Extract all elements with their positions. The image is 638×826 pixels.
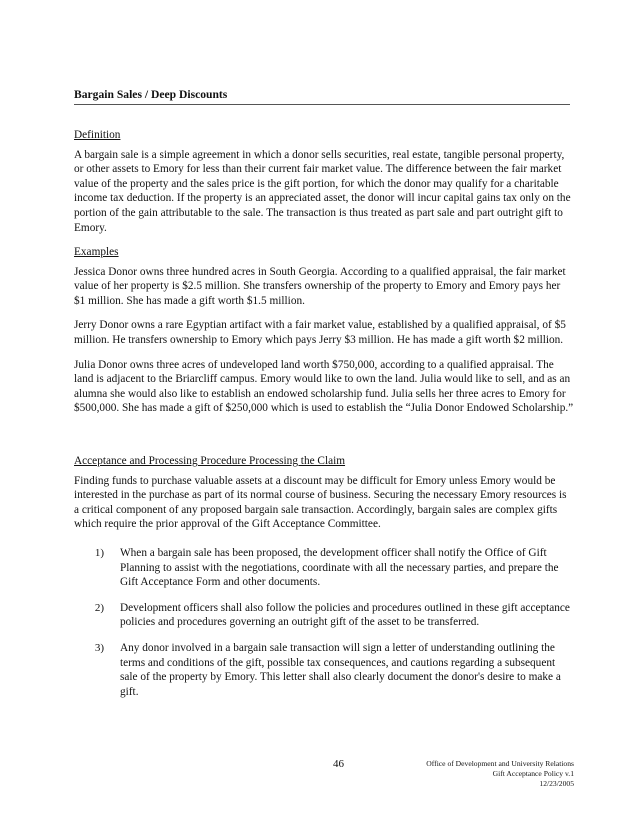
list-item-number: 2) [94,601,104,614]
list-item [74,641,574,699]
procedure-list [74,546,574,699]
footer-info [380,759,574,789]
example-paragraph: Jessica Donor owns three hundred acres in South Georgia. According to a qualified appraisal, the fair market value of her property is $2.5 million. She transfers ownership of the property to Emory and Emory pays her $1 million. She has made a gift worth $1.5 million. [74,265,566,307]
examples-heading: Examples [74,246,119,258]
definition-text: A bargain sale is a simple agreement in which a donor sells securities, real estate, tangible personal property, or other assets to Emory for less than their current fair market value. The difference between the fair market value of the property and the sales price is the gift portion, for which the donor may qualify for a charitable income tax deduction. If the property is an appreciated asset, the donor will incur capital gains tax only on the portion of the gain attributable to the sale. The transaction is thus treated as part sale and part outright gift to Emory. [74,148,571,234]
definition-section [74,128,574,245]
list-item-number: 1) [94,546,104,559]
footer-policy: Gift Acceptance Policy v.1 [492,769,574,778]
examples-section [74,245,574,426]
definition-heading: Definition [74,129,121,141]
page-title: Bargain Sales / Deep Discounts [74,88,228,101]
example-paragraph: Jerry Donor owns a rare Egyptian artifact with a fair market value, established by a qualified appraisal, of $5 million. He transfers ownership to Emory which pays Jerry $3 million. He has made a gift worth $2 million. [74,319,566,346]
acceptance-heading: Acceptance and Processing Procedure Processing the Claim [74,455,346,467]
acceptance-section [74,454,574,710]
list-item-text: When a bargain sale has been proposed, the development officer shall notify the Office of Gift Planning to assist with the negotiations, coordinate with all the necessary parties, and prepare the Gift Acceptance Form and other documents. [120,546,559,589]
footer-office: Office of Development and University Relations [426,759,574,768]
title-divider [74,104,570,105]
list-item-number: 3) [94,641,104,654]
page-number: 46 [333,758,344,770]
example-paragraph: Julia Donor owns three acres of undeveloped land worth $750,000, according to a qualified appraisal. The land is adjacent to the Briarcliff campus. Emory would like to own the land. Julia would like to sell, and as an alumna she would also like to establish an endowed scholarship fund. Julia sells her three acres to Emory for $500,000. She has made a gift of $250,000 which is used to establish the “Julia Donor Endowed Scholarship.” [74,358,574,415]
footer-date: 12/23/2005 [539,779,574,788]
list-item [74,546,574,590]
acceptance-intro: Finding funds to purchase valuable assets at a discount may be difficult for Emory unless Emory would be interested in the purchase as part of its normal course of business. Securing the necessary Emory resources is a critical component of any proposed bargain sale transaction. Accordingly, bargain sales are complex gifts which require the prior approval of the Gift Acceptance Committee. [74,474,567,531]
list-item-text: Development officers shall also follow the policies and procedures outlined in these gift acceptance policies and procedures governing an outright gift of the asset to be transferred. [120,601,570,629]
list-item-text: Any donor involved in a bargain sale transaction will sign a letter of understanding outlining the terms and conditions of the gift, possible tax consequences, and cautions regarding a subsequent sale of the property by Emory. This letter shall also clearly document the donor's desire to make a gift. [120,641,561,698]
list-item [74,601,574,630]
